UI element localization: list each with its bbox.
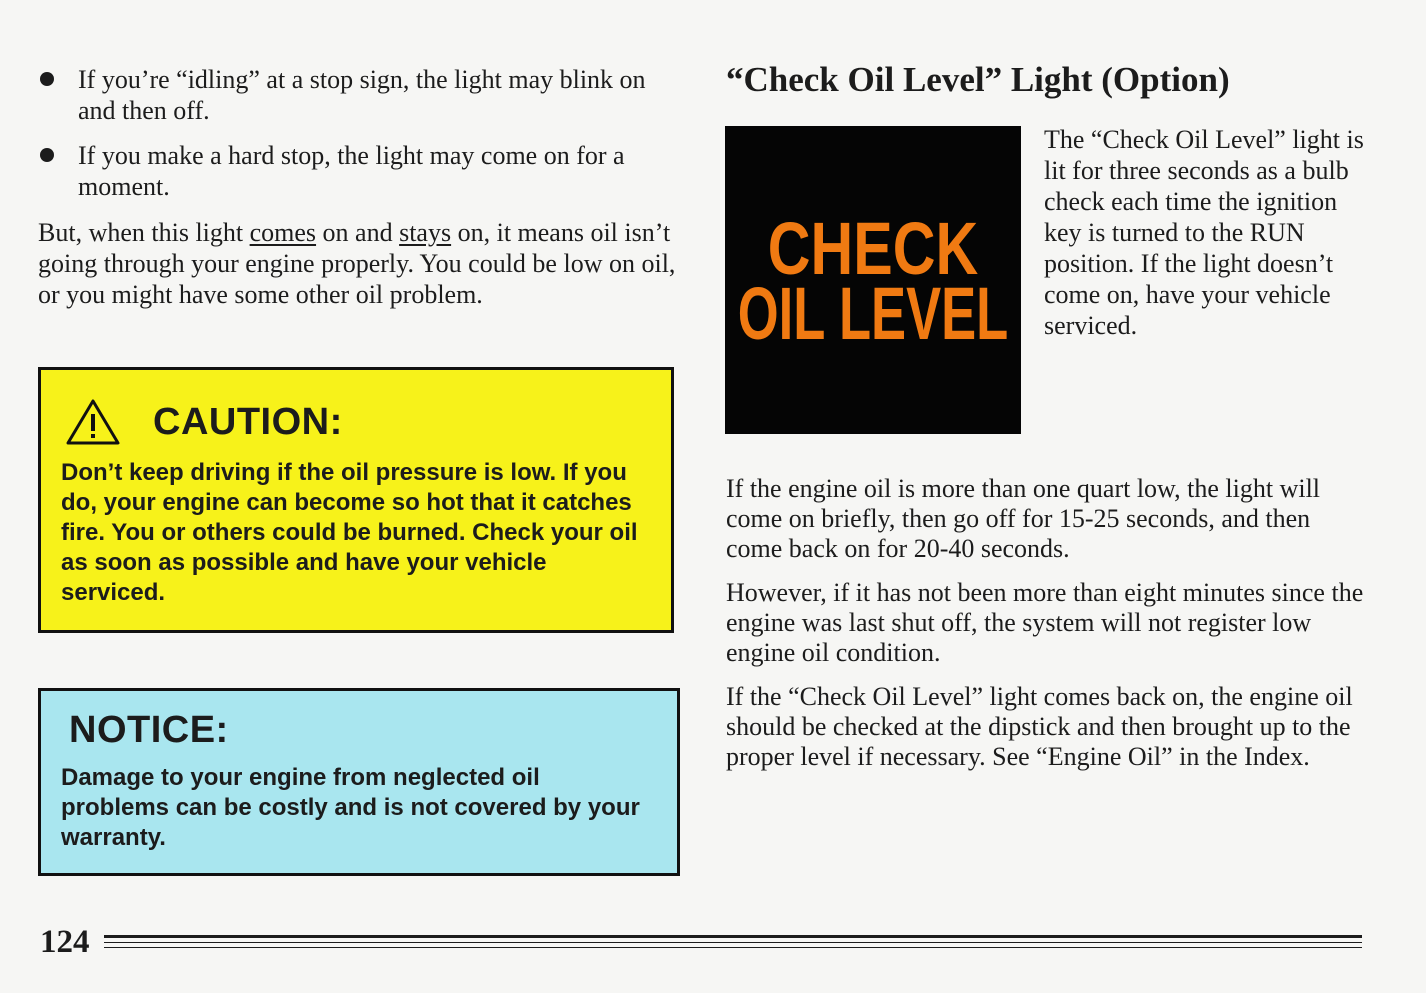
- indicator-line2: OIL LEVEL: [737, 272, 1009, 356]
- footer-rule: [104, 935, 1362, 950]
- bullet-dot-icon: [40, 148, 54, 162]
- bullet-item: [38, 64, 678, 126]
- paragraph-text: on, it means oil isn’t going through your engine properly. You could be low on oil, or you might have some other oil problem.: [38, 218, 676, 309]
- notice-box: [38, 688, 680, 876]
- indicator-graphic: [725, 126, 1021, 434]
- right-paragraphs: [726, 474, 1366, 786]
- page-number: 124: [40, 924, 90, 960]
- notice-body: Damage to your engine from neglected oil problems can be costly and is not covered by your warranty.: [61, 764, 640, 851]
- paragraph-eight-minutes: However, if it has not been more than eight minutes since the engine was last shut off, the system will not register low engine oil condition.: [726, 578, 1364, 667]
- notice-title: NOTICE:: [69, 709, 229, 751]
- caution-box: [38, 367, 674, 633]
- warning-triangle-icon: [65, 398, 121, 446]
- bullet-list: [38, 64, 678, 216]
- caution-title: CAUTION:: [153, 400, 343, 443]
- bulb-check-text: The “Check Oil Level” light is lit for three seconds as a bulb check each time the ignition key is turned to the RUN position. If the light doesn’t come on, have your vehicle serviced.: [1044, 125, 1364, 340]
- emphasis-stays: stays: [399, 218, 452, 247]
- bullet-dot-icon: [40, 72, 54, 86]
- caution-body: Don’t keep driving if the oil pressure is low. If you do, your engine can become so hot that it catches fire. You or others could be burned. Check your oil as soon as possible and have your vehicle serviced.: [61, 459, 638, 606]
- bullet-item: [38, 140, 678, 202]
- paragraph-text: But, when this light: [38, 218, 250, 247]
- paragraph-low-quart: If the engine oil is more than one quart low, the light will come on briefly, then go off for 15-25 seconds, and then come back on for 20-40 seconds.: [726, 474, 1321, 563]
- caution-header: [65, 398, 343, 446]
- low-oil-paragraph: [38, 217, 678, 310]
- paragraph-text: on and: [316, 218, 400, 247]
- check-oil-level-indicator: [725, 126, 1021, 434]
- bullet-text: If you’re “idling” at a stop sign, the light may blink on and then off.: [78, 65, 646, 125]
- bullet-text: If you make a hard stop, the light may come on for a moment.: [78, 141, 625, 201]
- emphasis-comes: comes: [249, 218, 317, 247]
- indicator-line1: CHECK: [767, 207, 979, 291]
- section-heading: “Check Oil Level” Light (Option): [726, 60, 1230, 99]
- paragraph-dipstick: If the “Check Oil Level” light comes back on, the engine oil should be checked at the dipstick and then brought up to the proper level if necessary. See “Engine Oil” in the Index.: [726, 682, 1353, 771]
